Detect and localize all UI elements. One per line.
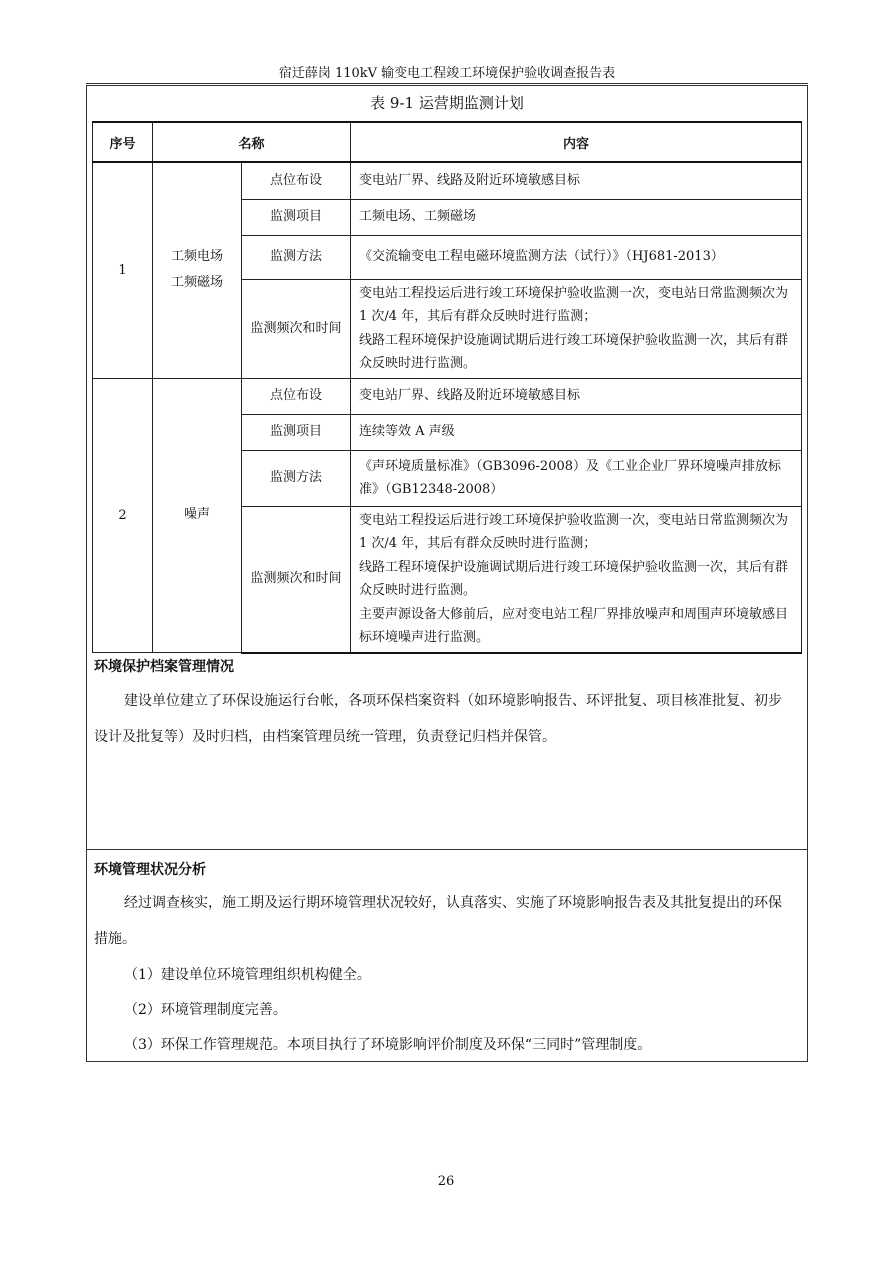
group-name-cell (153, 378, 242, 653)
row-content (351, 279, 802, 378)
group-index-cell: 1 (93, 162, 153, 378)
row-content: 工频电场、工频磁场 (351, 199, 802, 235)
content-line: 变电站工程投运后进行竣工环境保护验收监测一次，变电站日常监测频次为 1 次/4 年，其后有群众反映时进行监测； (359, 512, 789, 551)
row-content: 《交流输变电工程电磁环境监测方法（试行）》（HJ681-2013） (351, 235, 802, 279)
monitoring-plan-table (92, 121, 802, 654)
table-caption: 表 9-1 运营期监测计划 (370, 94, 524, 112)
table-row (93, 378, 802, 414)
management-item: （1）建设单位环境管理组织机构健全。 (124, 967, 371, 983)
column-header-index: 序号 (93, 122, 153, 162)
row-content (351, 506, 802, 653)
content-line: 线路工程环境保护设施调试期后进行竣工环境保护验收监测一次，其后有群众反映时进行监测。 (359, 332, 789, 371)
group-name-line: 工频磁场 (170, 275, 223, 291)
table-header-row (93, 122, 802, 162)
row-content: 变电站厂界、线路及附近环境敏感目标 (351, 378, 802, 414)
management-section-title: 环境管理状况分析 (94, 862, 206, 878)
content-line: 变电站工程投运后进行竣工环境保护验收监测一次，变电站日常监测频次为 1 次/4 年，其后有群众反映时进行监测； (359, 285, 789, 324)
archive-section-title: 环境保护档案管理情况 (94, 659, 234, 675)
row-label: 监测项目 (242, 199, 351, 235)
group-name-line: 噪声 (183, 507, 210, 523)
column-header-content: 内容 (351, 122, 802, 162)
row-label: 监测频次和时间 (242, 506, 351, 653)
row-label: 点位布设 (242, 162, 351, 199)
management-item: （2）环境管理制度完善。 (124, 1002, 287, 1018)
row-label: 监测频次和时间 (242, 279, 351, 378)
row-content: 变电站厂界、线路及附近环境敏感目标 (351, 162, 802, 199)
page-number: 26 (437, 1174, 455, 1189)
group-index-cell: 2 (93, 378, 153, 653)
row-content: 《声环境质量标准》（GB3096-2008）及《工业企业厂界环境噪声排放标准》（GB12348-2008） (351, 450, 802, 506)
row-label: 监测方法 (242, 235, 351, 279)
header-rule (86, 83, 808, 84)
archive-section-paragraph: 建设单位建立了环保设施运行台帐，各项环保档案资料（如环境影响报告、环评批复、项目核准批复、初步设计及批复等）及时归档，由档案管理员统一管理，负责登记归档并保管。 (94, 693, 782, 745)
management-item: （3）环保工作管理规范。本项目执行了环境影响评价制度及环保“三同时”管理制度。 (124, 1037, 652, 1053)
row-label: 监测方法 (242, 450, 351, 506)
column-header-name: 名称 (153, 122, 351, 162)
row-content: 连续等效 A 声级 (351, 414, 802, 450)
content-line: 线路工程环境保护设施调试期后进行竣工环境保护验收监测一次，其后有群众反映时进行监测。 (359, 559, 789, 598)
section-divider (86, 849, 808, 850)
row-label: 点位布设 (242, 378, 351, 414)
page-header-title: 宿迁薛岗 110kV 输变电工程竣工环境保护验收调查报告表 (278, 66, 616, 81)
group-name-cell (153, 162, 242, 378)
row-label: 监测项目 (242, 414, 351, 450)
content-line: 主要声源设备大修前后，应对变电站工程厂界排放噪声和周围声环境敏感目标环境噪声进行监测。 (359, 606, 789, 645)
table-row (93, 162, 802, 199)
group-name-line: 工频电场 (170, 249, 223, 265)
management-section-paragraph: 经过调查核实，施工期及运行期环境管理状况较好，认真落实、实施了环境影响报告表及其批复提出的环保措施。 (94, 895, 782, 947)
